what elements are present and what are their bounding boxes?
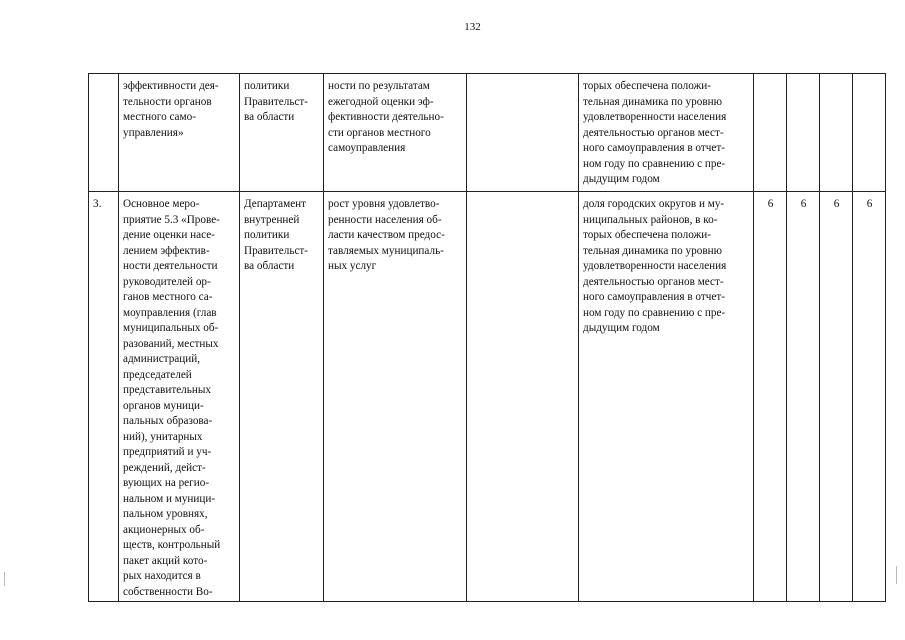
value-cell: 6 xyxy=(820,192,853,602)
row-number-cell xyxy=(89,74,119,192)
activity-name-cell: эффективности дея- тельности органов местного само- управления» xyxy=(119,74,240,192)
indicator-cell: торых обеспечена положи- тельная динамика по уровню удовлетворенности населения деятельностью органов мест- ного самоуправления в отчет- ном году по сравнению с пре- дыдущим годом xyxy=(579,74,754,192)
program-table xyxy=(88,73,886,602)
row-number-cell: 3. xyxy=(89,192,119,602)
empty-cell xyxy=(467,74,579,192)
activity-name-cell: Основное меро- приятие 5.3 «Прове- дение оценки насе- лением эффектив- ности деятельности руководителей ор- ганов местного са- моуправления (глав муниципальных об- разований, местных администраций, председателей представительных органов муници- пальных образова- ний), унитарных предприятий и уч- реждений, дейст- вующих на регио- нальном и муници- пальном уровнях, акционерных об- ществ, контрольный пакет акций кото- рых находится в собственности Во- xyxy=(119,192,240,602)
value-cell xyxy=(754,74,787,192)
empty-cell xyxy=(467,192,579,602)
value-cell: 6 xyxy=(787,192,820,602)
scan-mark xyxy=(896,566,897,584)
scan-mark xyxy=(4,572,5,586)
page-number: 132 xyxy=(464,21,481,33)
value-cell: 6 xyxy=(754,192,787,602)
expected-result-cell: ности по результатам ежегодной оценки эф- фективности деятельно- сти органов местного самоуправления xyxy=(324,74,467,192)
table-row xyxy=(89,74,886,192)
value-cell xyxy=(787,74,820,192)
responsible-executor-cell: политики Правительст- ва области xyxy=(240,74,324,192)
expected-result-cell: рост уровня удовлетво- ренности населения об- ласти качеством предос- тавляемых муниципаль- ных услуг xyxy=(324,192,467,602)
value-cell xyxy=(853,74,886,192)
indicator-cell: доля городских округов и му- ниципальных районов, в ко- торых обеспечена положи- тельная динамика по уровню удовлетворенности населения деятельностью органов мест- ного самоуправления в отчет- ном году по сравнению с пре- дыдущим годом xyxy=(579,192,754,602)
value-cell xyxy=(820,74,853,192)
responsible-executor-cell: Департамент внутренней политики Правительст- ва области xyxy=(240,192,324,602)
table-row xyxy=(89,192,886,602)
value-cell: 6 xyxy=(853,192,886,602)
